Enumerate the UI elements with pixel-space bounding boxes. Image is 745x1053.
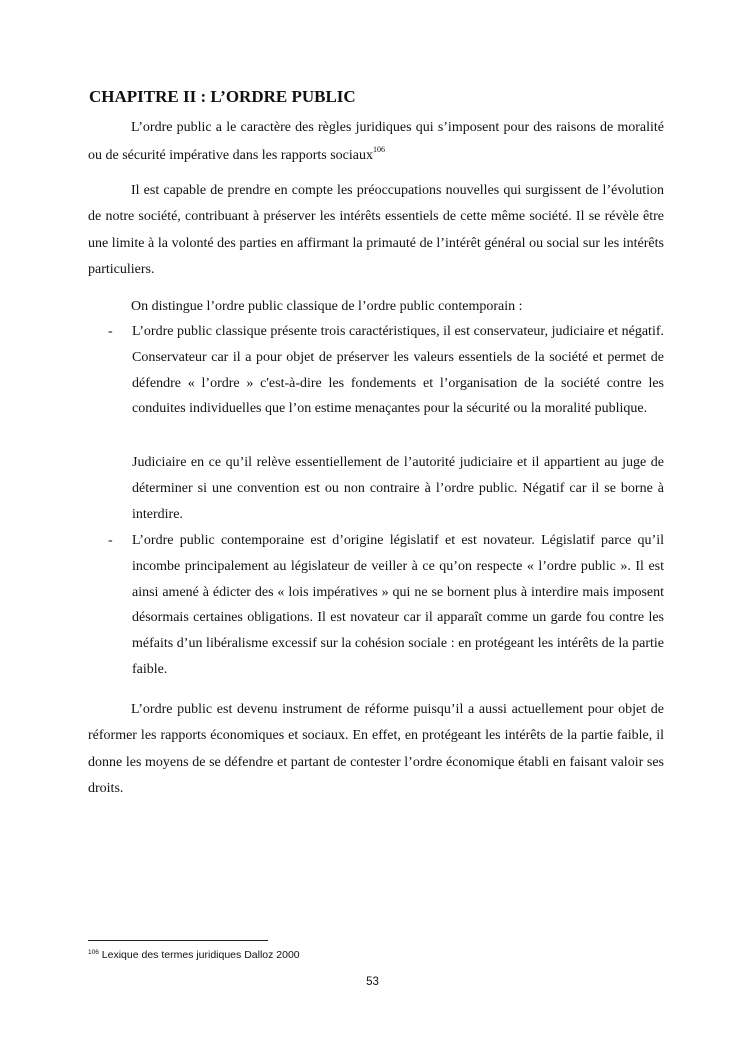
list-bullet: - xyxy=(108,533,113,548)
paragraph-role: Il est capable de prendre en compte les préoccupations nouvelles qui surgissent de l’évolution de notre société, contribuant à préserver les intérêts essentiels de cette même société. Il se révèle être une limite à la volonté des parties en affirmant la primauté de l’intérêt général ou social sur les intérêts particuliers. xyxy=(88,183,664,278)
list-bullet: - xyxy=(108,324,113,339)
chapter-title: CHAPITRE II : L’ORDRE PUBLIC xyxy=(89,87,356,106)
footnote-separator xyxy=(88,940,268,941)
footnote-text: Lexique des termes juridiques Dalloz 2000 xyxy=(98,949,300,961)
paragraph-definition-text: L’ordre public a le caractère des règles juridiques qui s’imposent pour des raisons de moralité ou de sécurité impérative dans les rapports sociaux xyxy=(88,120,664,163)
footnote-reference[interactable]: 106 xyxy=(372,145,385,154)
list-item-classic: L’ordre public classique présente trois caractéristiques, il est conservateur, judiciaire et négatif. Conservateur car il a pour objet de préserver les valeurs essentiels de la société et permet de défendre « l’ordre » c'est-à-dire les fondements et l’organisation de la société contre les conduites individuelles que l’on estime menaçantes pour la sécurité ou la moralité publique. xyxy=(132,324,664,417)
paragraph-distinction: On distingue l’ordre public classique de l’ordre public contemporain : xyxy=(131,299,523,314)
list-item-classic-continued: Judiciaire en ce qu’il relève essentiellement de l’autorité judiciaire et il appartient au juge de déterminer si une convention est ou non contraire à l’ordre public. Négatif car il se borne à interdire. xyxy=(132,455,664,522)
paragraph-reform: L’ordre public est devenu instrument de réforme puisqu’il a aussi actuellement pour objet de réformer les rapports économiques et sociaux. En effet, en protégeant les intérêts de la partie faible, il donne les moyens de se défendre et partant de contester l’ordre économique établi en faisant valoir ses droits. xyxy=(88,702,664,797)
page-number: 53 xyxy=(366,976,379,988)
list-item-contemporary: L’ordre public contemporaine est d’origine législatif et est novateur. Législatif parce qu’il incombe principalement au législateur de veiller à ce qu’on respecte « l’ordre public ». Il est ainsi amené à édicter des « lois impératives » qui ne se bornent plus à interdire mais imposent désormais certaines obligations. Il est novateur car il apparaît comme un garde fou contre les méfaits d’un libéralisme excessif sur la cohésion sociale : en protégeant les intérêts de la partie faible. xyxy=(132,533,664,677)
footnote xyxy=(88,947,300,963)
footnote-number: 106 xyxy=(88,949,99,956)
paragraph-definition xyxy=(88,114,664,170)
